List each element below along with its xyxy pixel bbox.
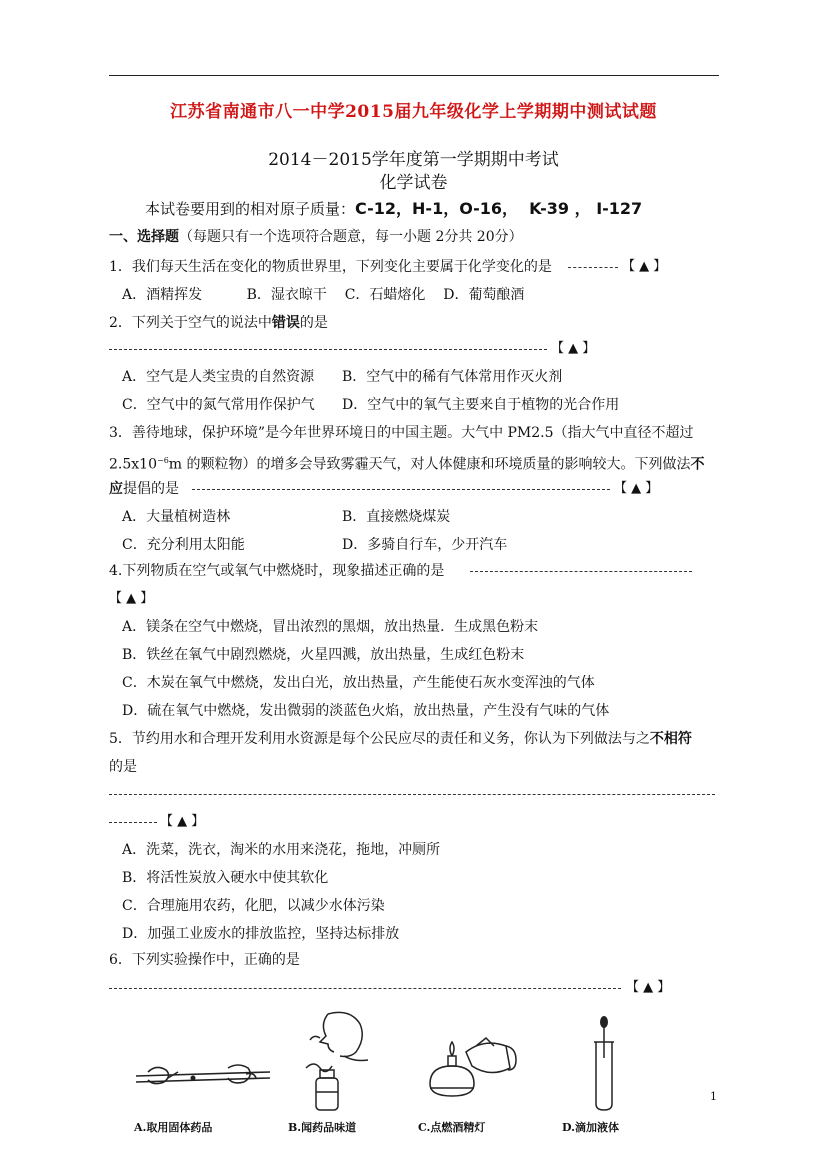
answer-blank[interactable]: 【 ▲ 】 (109, 591, 154, 606)
question-3-stem-line1: 3．善待地球，保护环境”是今年世界环境日的中国主题。大气中 PM2.5（指大气中直径不超过 (109, 425, 694, 441)
answer-leader (109, 988, 621, 989)
question-2-stem-text: 2．下列关于空气的说法中 (109, 315, 272, 331)
section-title: 一、选择题 (109, 229, 179, 245)
answer-blank[interactable]: 【 ▲ 】 (622, 259, 667, 274)
question-3-emphasis-2: 应 (109, 481, 123, 497)
question-3-stem-line2 (109, 452, 705, 474)
option-2b: B．空气中的稀有气体常用作灭火剂 (342, 369, 563, 385)
option-3b: B．直接燃烧煤炭 (342, 509, 451, 525)
answer-blank[interactable]: 【 ▲ 】 (551, 341, 596, 356)
question-2-emphasis: 错误 (271, 315, 300, 331)
question-2-stem-end: 的是 (299, 315, 328, 331)
figure-c-caption: C.点燃酒精灯 (418, 1121, 486, 1134)
question-3-stem-line3 (109, 480, 179, 498)
answer-blank[interactable]: 【 ▲ 】 (626, 980, 671, 995)
header-rule (109, 75, 719, 76)
figure-d-drop-liquid (584, 1014, 624, 1114)
figure-b-caption: B.闻药品味道 (288, 1121, 357, 1134)
figure-c-light-lamp (414, 1020, 524, 1110)
page-number: 1 (710, 1090, 717, 1103)
answer-leader (568, 267, 618, 268)
pm-exponent: −6 (156, 456, 169, 465)
option-3d: D．多骑自行车，少开汽车 (342, 537, 508, 553)
option-4c: C．木炭在氧气中燃烧，发出白光，放出热量，产生能使石灰水变浑浊的气体 (122, 675, 595, 691)
question-6-stem: 6．下列实验操作中，正确的是 (109, 952, 300, 968)
question-5-emphasis: 不相符 (649, 731, 692, 747)
question-1-stem: 1．我们每天生活在变化的物质世界里，下列变化主要属于化学变化的是 (109, 259, 552, 275)
atomic-mass-values: C-12，H-1，O-16， K-39 ， I-127 (355, 199, 643, 218)
option-5d: D．加强工业废水的排放监控，坚持达标排放 (122, 926, 400, 942)
question-3-text: m 的颗粒物）的增多会导致雾霾天气，对人体健康和环境质量的影响较大。下列做法 (168, 456, 691, 473)
option-2d: D．空气中的氧气主要来自于植物的光合作用 (342, 397, 620, 413)
question-2-stem (109, 314, 328, 332)
paper-name: 化学试卷 (379, 173, 448, 193)
question-3-stem-end: 提倡的是 (123, 481, 179, 497)
option-2a: A．空气是人类宝贵的自然资源 (122, 369, 315, 385)
atomic-mass-label: 本试卷要用到的相对原子质量： (145, 200, 356, 218)
option-4a: A．镁条在空气中燃烧，冒出浓烈的黑烟，放出热量．生成黑色粉末 (122, 619, 539, 635)
answer-blank[interactable]: 【 ▲ 】 (160, 814, 205, 829)
exam-name: 2014－2015学年度第一学期期中考试 (268, 150, 559, 170)
figure-d-caption: D.滴加液体 (562, 1121, 619, 1134)
option-5b: B．将活性炭放入硬水中使其软化 (122, 870, 329, 886)
atomic-mass-line (145, 196, 642, 219)
answer-leader (109, 349, 547, 350)
option-5a: A．洗菜，洗衣，淘米的水用来浇花，拖地，冲厕所 (122, 842, 441, 858)
pm-value: 2.5x10 (109, 456, 157, 473)
answer-blank[interactable]: 【 ▲ 】 (614, 481, 659, 496)
section-note: （每题只有一个选项符合题意，每一小题 2分共 20分） (179, 229, 523, 245)
option-3a: A．大量植树造林 (122, 509, 231, 525)
section-heading (109, 228, 523, 246)
question-5-stem (109, 730, 692, 748)
question-4-stem: 4.下列物质在空气或氧气中燃烧时，现象描述正确的是 (109, 563, 445, 579)
question-3-emphasis: 不 (690, 456, 705, 473)
option-2c: C．空气中的氮气常用作保护气 (122, 397, 315, 413)
document-title: 江苏省南通市八一中学2015届九年级化学上学期期中测试试题 (170, 102, 657, 122)
figure-a-solid-reagent (128, 1050, 278, 1100)
option-5c: C．合理施用农药，化肥，以减少水体污染 (122, 898, 385, 914)
option-3c: C．充分利用太阳能 (122, 537, 245, 553)
question-1-options: A．酒精挥发 B．湿衣晾干 C．石蜡熔化 D．葡萄酿酒 (122, 287, 525, 303)
figure-b-smell-reagent (298, 1008, 378, 1116)
question-5-stem-text: 5．节约用水和合理开发利用水资源是每个公民应尽的责任和义务，你认为下列做法与之 (109, 731, 650, 747)
option-4d: D．硫在氧气中燃烧，发出微弱的淡蓝色火焰，放出热量，产生没有气味的气体 (122, 703, 610, 719)
answer-leader (470, 571, 692, 572)
answer-leader (109, 794, 715, 795)
option-4b: B．铁丝在氧气中剧烈燃烧，火星四溅，放出热量，生成红色粉末 (122, 647, 525, 663)
answer-leader (109, 822, 157, 823)
figure-a-caption: A.取用固体药品 (134, 1121, 213, 1134)
answer-leader (192, 489, 610, 490)
question-5-stem-line2: 的是 (109, 759, 137, 775)
